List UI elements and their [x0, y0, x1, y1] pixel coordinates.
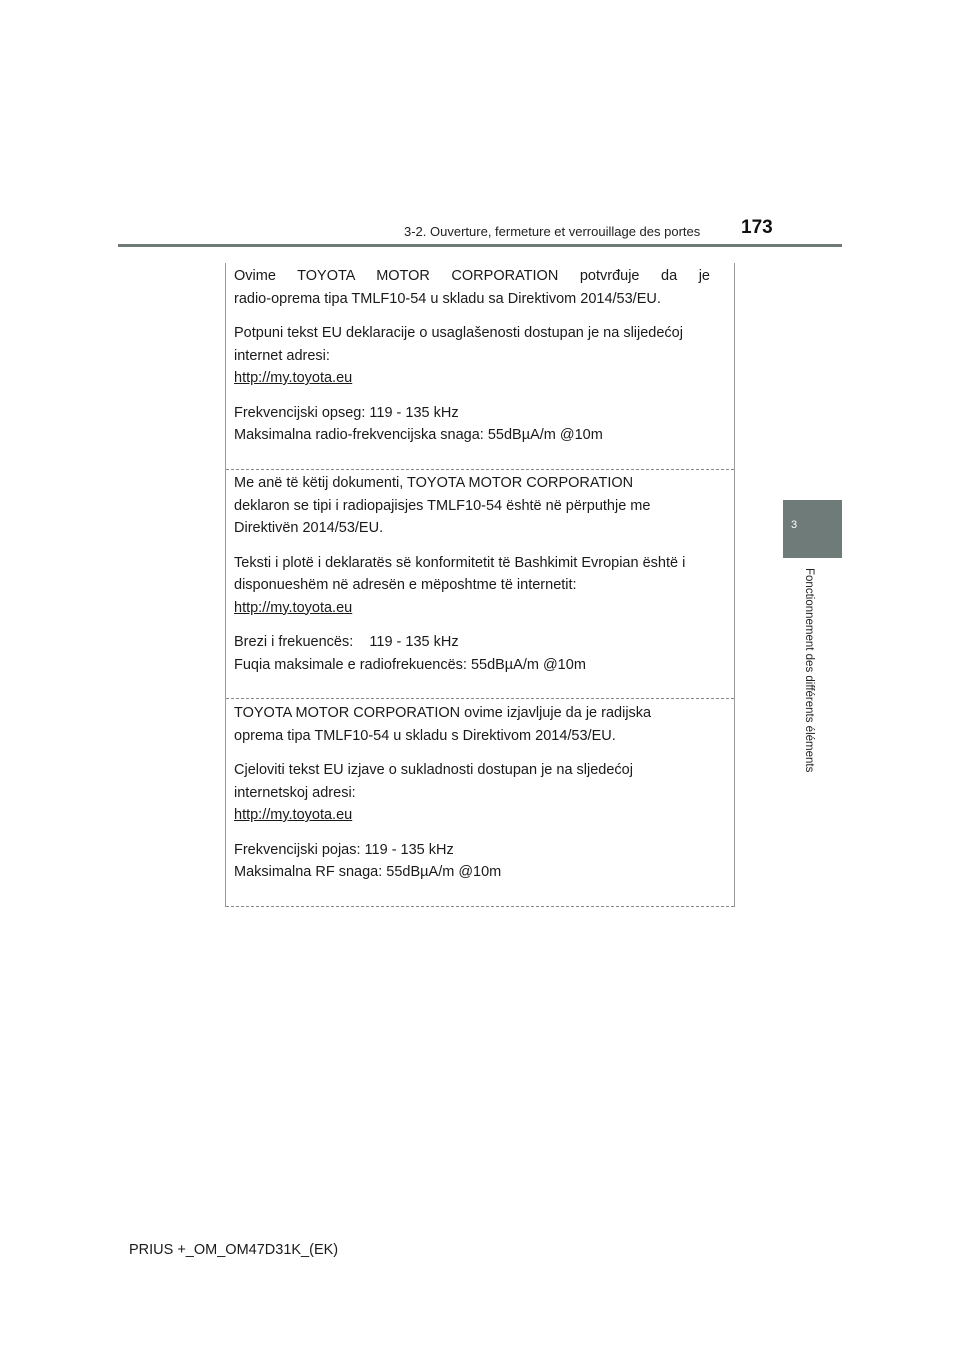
fulltext-line: Potpuni tekst EU deklaracije o usaglašenosti dostupan je na slijedećoj [234, 325, 683, 341]
max-power: Maksimalna RF snaga: 55dBµA/m @10m [234, 864, 502, 880]
frequency-range: Frekvencijski pojas: 119 - 135 kHz [234, 841, 454, 858]
document-code: PRIUS +_OM_OM47D31K_(EK) [129, 1242, 339, 1258]
chapter-title-vertical [801, 568, 815, 808]
fulltext-line: Teksti i plotë i deklaratës së konformitetit të Bashkimit Evropian është i [234, 554, 686, 571]
max-power: Fuqia maksimale e radiofrekuencës: 55dBµA/m @10m [234, 656, 586, 673]
page-number: 173 [741, 217, 773, 238]
statement-line: Me anë të këtij dokumenti, TOYOTA MOTOR CORPORATION [234, 475, 634, 491]
chapter-title: Fonctionnement des différents éléments [803, 568, 815, 773]
declaration-albanian [226, 470, 734, 699]
fulltext-line: Cjeloviti tekst EU izjave o sukladnosti dostupan je na sljedećoj [234, 762, 633, 778]
declaration-url-link[interactable]: http://my.toyota.eu [234, 807, 353, 823]
declaration-table [225, 263, 735, 907]
chapter-tab [783, 500, 842, 558]
header-divider [118, 244, 842, 247]
statement-line: deklaron se tipi i radiopajisjes TMLF10-54 është në përputhje me [234, 497, 651, 514]
declaration-bosnian [226, 263, 734, 470]
statement-line: radio-oprema tipa TMLF10-54 u skladu sa Direktivom 2014/53/EU. [234, 290, 661, 307]
fulltext-line: internetskoj adresi: [234, 784, 356, 801]
statement-line: Ovime TOYOTA MOTOR CORPORATION potvrđuje da je [234, 268, 710, 284]
frequency-range: Brezi i frekuencës: 119 - 135 kHz [234, 634, 459, 650]
declaration-croatian [226, 699, 734, 907]
declaration-url-link[interactable]: http://my.toyota.eu [234, 370, 353, 386]
chapter-number: 3 [791, 519, 798, 531]
declaration-url-link[interactable]: http://my.toyota.eu [234, 599, 353, 616]
fulltext-line: disponueshëm në adresën e mëposhtme të internetit: [234, 577, 577, 593]
statement-line: Direktivën 2014/53/EU. [234, 520, 384, 536]
statement-line: TOYOTA MOTOR CORPORATION ovime izjavljuje da je radijska [234, 705, 652, 721]
statement-line: oprema tipa TMLF10-54 u skladu s Direktivom 2014/53/EU. [234, 727, 616, 744]
max-power: Maksimalna radio-frekvencijska snaga: 55dBµA/m @10m [234, 427, 603, 443]
section-title: 3-2. Ouverture, fermeture et verrouillage des portes [404, 224, 701, 239]
fulltext-line: internet adresi: [234, 347, 330, 364]
frequency-range: Frekvencijski opseg: 119 - 135 kHz [234, 404, 459, 421]
